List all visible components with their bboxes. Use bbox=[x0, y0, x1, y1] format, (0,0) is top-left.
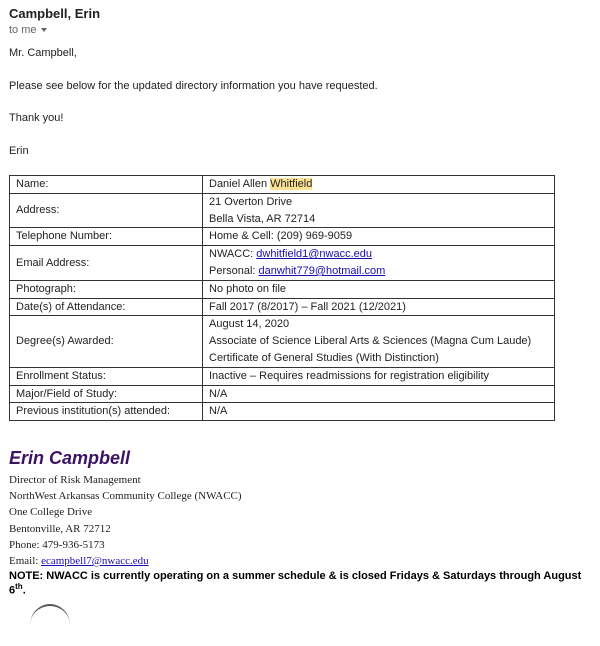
table-row bbox=[10, 385, 555, 403]
name-label: Name: bbox=[10, 176, 203, 194]
note-text: NOTE: NWACC is currently operating on a summer schedule & is closed Fridays & Saturdays through August 6 bbox=[9, 570, 582, 597]
signature-email-prefix: Email: bbox=[9, 555, 39, 568]
email-label: Email Address: bbox=[10, 246, 203, 281]
table-row bbox=[10, 228, 555, 246]
address-value bbox=[203, 193, 555, 228]
address-line1: 21 Overton Drive bbox=[209, 195, 293, 208]
degree-value bbox=[203, 316, 555, 367]
chevron-down-icon[interactable] bbox=[41, 28, 47, 32]
greeting: Mr. Campbell, bbox=[9, 47, 77, 59]
table-row bbox=[10, 367, 555, 385]
email-personal-prefix: Personal: bbox=[209, 264, 256, 277]
email-nwacc-link[interactable]: dwhitfield1@nwacc.edu bbox=[256, 248, 372, 261]
note-superscript: th bbox=[15, 582, 23, 591]
photo-value: No photo on file bbox=[203, 280, 555, 298]
signature-org: NorthWest Arkansas Community College (NWACC) bbox=[9, 490, 242, 503]
name-last-highlight: Whitfield bbox=[270, 178, 313, 190]
major-value: N/A bbox=[203, 385, 555, 403]
prev-institution-value: N/A bbox=[203, 403, 555, 421]
intro-text: Please see below for the updated directory information you have requested. bbox=[9, 80, 378, 92]
signature-street: One College Drive bbox=[9, 506, 93, 519]
enrollment-label: Enrollment Status: bbox=[10, 367, 203, 385]
directory-table bbox=[9, 175, 555, 421]
thanks-text: Thank you! bbox=[9, 112, 64, 124]
photo-label: Photograph: bbox=[10, 280, 203, 298]
degree-line3: Certificate of General Studies (With Distinction) bbox=[209, 351, 439, 364]
address-line2: Bella Vista, AR 72714 bbox=[209, 212, 316, 225]
phone-value: Home & Cell: (209) 969-9059 bbox=[203, 228, 555, 246]
email-nwacc-prefix: NWACC: bbox=[209, 248, 254, 261]
name-value bbox=[203, 176, 555, 194]
schedule-note bbox=[9, 570, 600, 597]
signature-phone: Phone: 479-936-5173 bbox=[9, 538, 105, 551]
note-end: . bbox=[22, 584, 26, 597]
address-label: Address: bbox=[10, 193, 203, 228]
prev-institution-label: Previous institution(s) attended: bbox=[10, 403, 203, 421]
signature-title: Director of Risk Management bbox=[9, 474, 141, 486]
sender-name[interactable]: Campbell, Erin bbox=[9, 6, 101, 21]
email-personal-link[interactable]: danwhit779@hotmail.com bbox=[258, 264, 386, 277]
table-row bbox=[10, 193, 555, 228]
table-row bbox=[10, 176, 555, 194]
email-value bbox=[203, 246, 555, 281]
table-row bbox=[10, 280, 555, 298]
name-first: Daniel Allen bbox=[209, 178, 268, 190]
attendance-value: Fall 2017 (8/2017) – Fall 2021 (12/2021) bbox=[203, 298, 555, 316]
degree-line1: August 14, 2020 bbox=[209, 318, 290, 331]
signature-name: Erin Campbell bbox=[9, 448, 131, 468]
recipient-label: to me bbox=[9, 24, 37, 36]
avatar bbox=[30, 604, 70, 646]
signature-email-line bbox=[9, 553, 242, 569]
enrollment-value: Inactive – Requires readmissions for registration eligibility bbox=[203, 367, 555, 385]
degree-label: Degree(s) Awarded: bbox=[10, 316, 203, 367]
signature-block bbox=[9, 472, 242, 569]
signoff-text: Erin bbox=[9, 145, 29, 157]
major-label: Major/Field of Study: bbox=[10, 385, 203, 403]
table-row bbox=[10, 298, 555, 316]
table-row bbox=[10, 316, 555, 367]
recipient-dropdown[interactable] bbox=[9, 24, 47, 36]
phone-label: Telephone Number: bbox=[10, 228, 203, 246]
table-row bbox=[10, 403, 555, 421]
table-row bbox=[10, 246, 555, 281]
signature-email-link[interactable]: ecampbell7@nwacc.edu bbox=[41, 555, 149, 568]
attendance-label: Date(s) of Attendance: bbox=[10, 298, 203, 316]
degree-line2: Associate of Science Liberal Arts & Sciences (Magna Cum Laude) bbox=[209, 335, 532, 348]
signature-city: Bentonville, AR 72712 bbox=[9, 522, 111, 535]
